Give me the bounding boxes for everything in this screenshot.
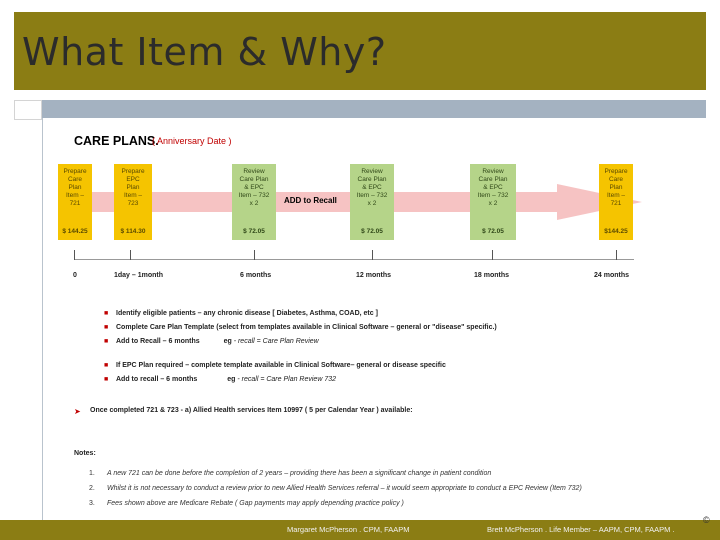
box-review-732-6m [232, 164, 276, 240]
timeline-tick [616, 250, 617, 260]
bullet-eg: eg [227, 376, 236, 383]
box-price: $ 72.05 [361, 228, 383, 235]
timeline-label: 6 months [240, 272, 272, 279]
bullet-item [104, 324, 497, 331]
bullet-item [104, 362, 446, 369]
timeline-tick [254, 250, 255, 260]
timeline-tick [492, 250, 493, 260]
box-review-732-18m [470, 164, 516, 240]
add-to-recall-label: ADD to Recall [284, 196, 337, 205]
note-item [89, 470, 491, 477]
decorative-line [42, 118, 43, 530]
notes-heading: Notes: [74, 450, 96, 457]
slide-title: What Item & Why? [22, 30, 387, 74]
decorative-bar [42, 100, 706, 118]
bullet-dot: ■ [104, 324, 109, 331]
box-text: Prepare Care Plan Item – 721 [604, 168, 628, 207]
bullet-text: Identify eligible patients – any chronic disease [ Diabetes, Asthma, COAD, etc ] [116, 310, 378, 317]
bullet-item [104, 376, 336, 383]
note-number: 3. [89, 500, 95, 507]
box-text: Prepare EPC Plan Item – 723 [121, 168, 145, 207]
box-price: $ 144.25 [62, 228, 88, 235]
bullet-dot: ■ [104, 362, 109, 369]
bullet-text: Complete Care Plan Template (select from templates available in Clinical Software – general or "disease" specific.) [116, 324, 497, 331]
note-text: Fees shown above are Medicare Rebate ( Gap payments may apply depending practice policy ) [107, 500, 404, 507]
anniversary-date-label: ( Anniversary Date ) [152, 136, 232, 146]
once-text: Once completed 721 & 723 - a) Allied Health services Item 10997 [90, 407, 303, 414]
care-plans-heading: CARE PLANS. [74, 134, 159, 148]
bullet-dot: ■ [104, 310, 109, 317]
box-review-732-12m [350, 164, 394, 240]
timeline-label: 24 months [594, 272, 630, 279]
decorative-square [14, 100, 42, 120]
note-item [89, 485, 582, 492]
once-available: available: [378, 407, 413, 414]
box-text: Review Care Plan & EPC Item – 732 x 2 [356, 168, 388, 207]
box-price: $144.25 [604, 228, 628, 235]
timeline-label: 18 months [474, 272, 510, 279]
timeline-axis [74, 259, 634, 260]
bullet-dot: ■ [104, 338, 109, 345]
box-text: Review Care Plan & EPC Item – 732 x 2 [477, 168, 509, 207]
box-price: $ 72.05 [482, 228, 504, 235]
footer-author-left: Margaret McPherson . CPM, FAAPM [287, 525, 410, 534]
note-number: 2. [89, 485, 95, 492]
box-price: $ 114.30 [120, 228, 146, 235]
box-price: $ 72.05 [243, 228, 265, 235]
copyright-icon: © [703, 515, 710, 525]
footer-author-right: Brett McPherson . Life Member – AAPM, CPM, FAAPM . [487, 525, 675, 534]
bullet-dot: ■ [104, 376, 109, 383]
box-text: Review Care Plan & EPC Item – 732 x 2 [238, 168, 270, 207]
box-prepare-epc-723 [114, 164, 152, 240]
bullet-item [104, 310, 378, 317]
note-text: Whilst it is not necessary to conduct a review prior to new Allied Health Services referral – it would seem appropriate to conduct a EPC Review (Item 732) [107, 485, 582, 492]
timeline-tick [130, 250, 131, 260]
note-number: 1. [89, 470, 95, 477]
bullet-text: If EPC Plan required – complete template available in Clinical Software– general or disease specific [116, 362, 446, 369]
timeline-tick [74, 250, 75, 260]
bullet-eg: eg [223, 338, 232, 345]
bullet-text: Add to Recall – 6 months [116, 338, 200, 345]
note-text: A new 721 can be done before the completion of 2 years – providing there has been a significant change in patient condition [107, 470, 492, 477]
timeline-label: 0 [73, 272, 77, 279]
bullet-item [104, 338, 319, 345]
bullet-recall-text: - recall = Care Plan Review [231, 338, 319, 345]
once-highlight: ( 5 per Calendar Year ) [302, 407, 379, 414]
once-completed-line [90, 407, 413, 414]
timeline-tick [372, 250, 373, 260]
box-prepare-care-plan-721 [58, 164, 92, 240]
timeline-label: 12 months [356, 272, 392, 279]
chevron-right-icon: ➤ [74, 407, 81, 416]
note-item [89, 500, 404, 507]
box-text: Prepare Care Plan Item – 721 [63, 168, 87, 207]
care-plan-document [52, 124, 696, 524]
timeline-label: 1day – 1month [114, 272, 164, 279]
box-prepare-care-plan-721-24m [599, 164, 633, 240]
bullet-recall-text: - recall = Care Plan Review 732 [235, 376, 336, 383]
bullet-text: Add to recall – 6 months [116, 376, 198, 383]
